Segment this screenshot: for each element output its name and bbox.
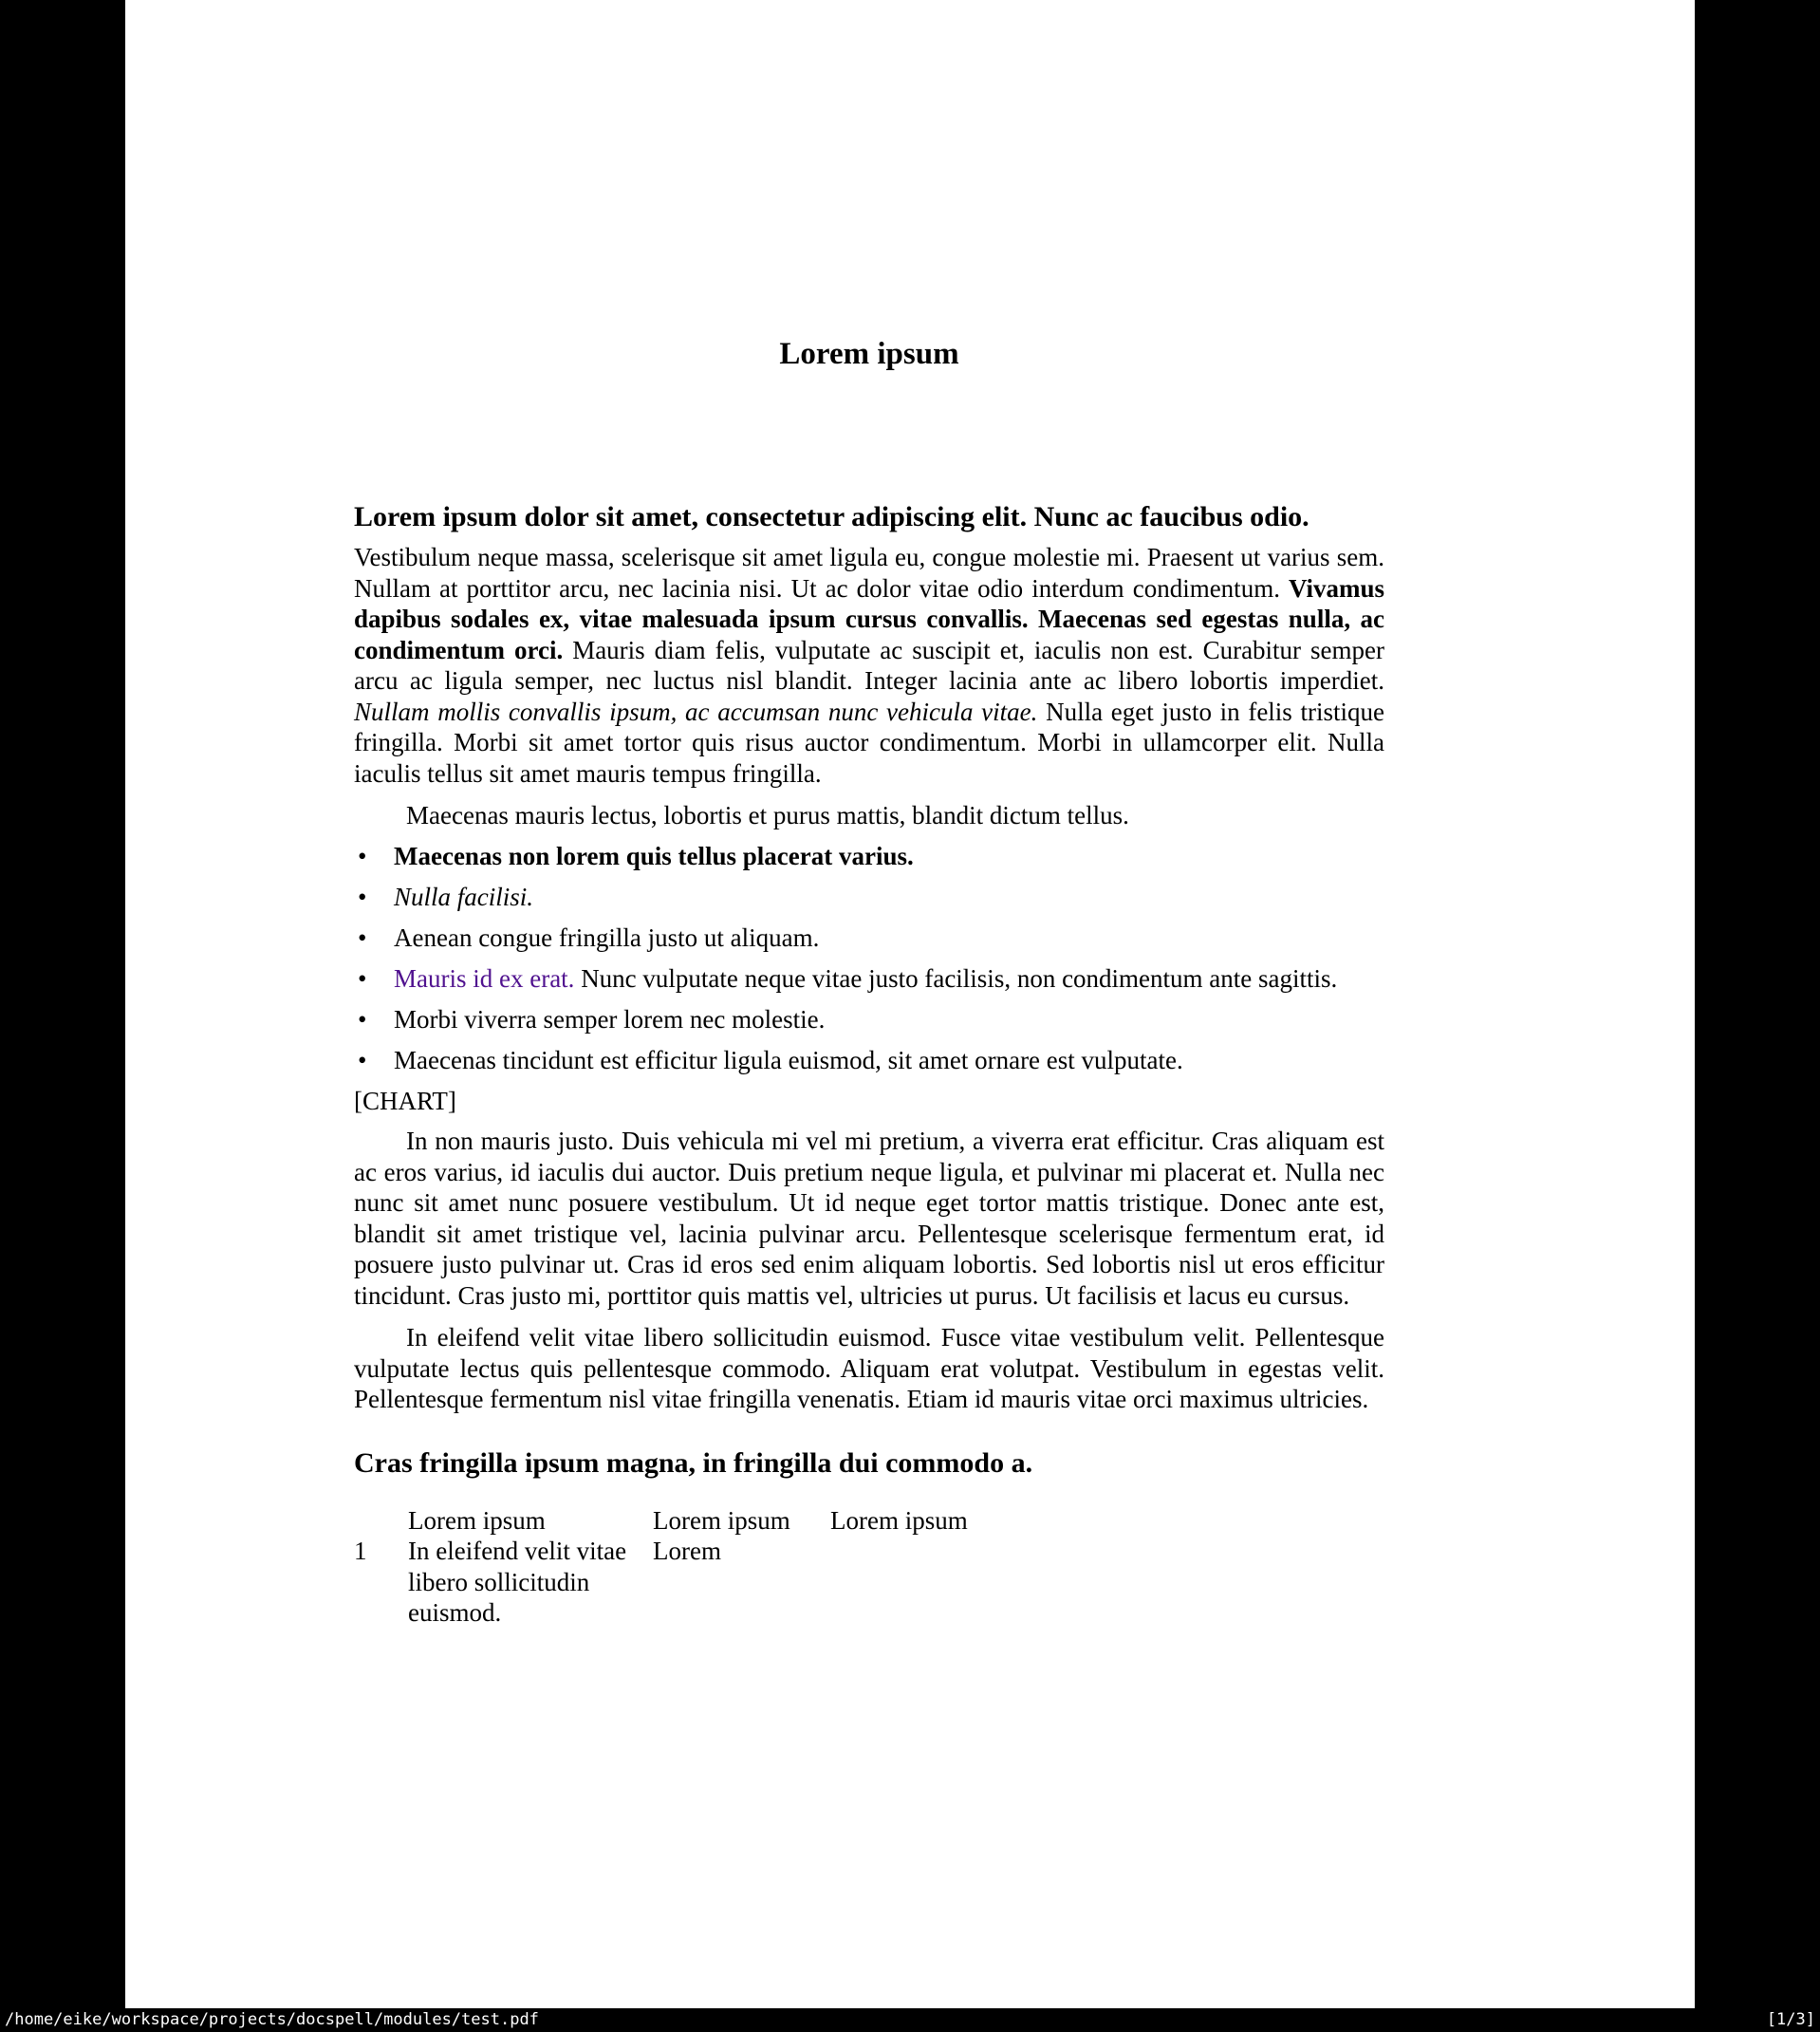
paragraph-1 — [354, 542, 1384, 789]
list-item — [354, 1004, 1384, 1035]
list-item — [354, 882, 1384, 913]
document-content — [354, 0, 1384, 1629]
table-header-cell-empty — [354, 1505, 408, 1537]
table-header-cell: Lorem ipsum — [830, 1505, 968, 1535]
list-item-2-text: Nulla facilisi. — [394, 882, 534, 911]
bullet-icon: • — [358, 923, 367, 952]
paragraph-4: In eleifend velit vitae libero sollicitudin euismod. Fusce vitae vestibulum velit. Pellentesque vulputate lectus quis pellentesque commodo. Aliquam erat volutpat. Vestibulum in egestas velit. Pellentesque fermentum nisl vitae fringilla venenatis. Etiam id mauris vitae orci maximus ultricies. — [354, 1323, 1384, 1413]
list-item — [354, 963, 1384, 995]
bullet-icon: • — [358, 841, 367, 870]
statusbar-file-path: /home/eike/workspace/projects/docspell/modules/test.pdf — [5, 2010, 539, 2029]
list-item — [354, 923, 1384, 954]
table-row — [354, 1536, 1384, 1629]
section-2-heading: Cras fringilla ipsum magna, in fringilla dui commodo a. — [354, 1446, 1033, 1479]
paragraph-2: Maecenas mauris lectus, lobortis et purus mattis, blandit dictum tellus. — [406, 801, 1129, 830]
paragraph-1-run-bold: Vivamus dapibus sodales ex, vitae malesuada ipsum cursus convallis. Maecenas sed egestas nulla, ac condimentum orci. — [354, 573, 1384, 664]
list-item — [354, 1045, 1384, 1076]
paragraph-1-run-italic: Nullam mollis convallis ipsum, ac accumsan nunc vehicula vitae. — [354, 697, 1038, 726]
list-item-5-text: Morbi viverra semper lorem nec molestie. — [394, 1004, 826, 1034]
table-row-number: 1 — [354, 1537, 367, 1565]
table-header-row — [354, 1505, 1384, 1537]
statusbar-page-indicator: [1/3] — [1766, 2010, 1815, 2029]
bullet-icon: • — [358, 963, 367, 993]
bullet-icon: • — [358, 1004, 367, 1034]
paragraph-1-run-normal-a: Vestibulum neque massa, scelerisque sit amet ligula eu, congue molestie mi. Praesent ut varius sem. Nullam at porttitor arcu, nec lacinia nisi. Ut ac dolor vitae odio interdum condimentum. — [354, 543, 1384, 603]
chart-placeholder: [CHART] — [354, 1086, 456, 1115]
table-cell: In eleifend velit vitae libero sollicitudin euismod. — [408, 1537, 627, 1627]
list-item-1-text: Maecenas non lorem quis tellus placerat varius. — [394, 841, 914, 870]
list-item-4-text: Nunc vulputate neque vitae justo facilisis, non condimentum ante sagittis. — [574, 963, 1338, 993]
document-title: Lorem ipsum — [779, 337, 959, 371]
list-item — [354, 841, 1384, 872]
paragraph-1-run-normal-c: Nulla eget justo in felis tristique fringilla. Morbi sit amet tortor quis risus auctor condimentum. Morbi in ullamcorper elit. Nulla iaculis tellus sit amet mauris tempus fringilla. — [354, 697, 1384, 788]
table-cell — [830, 1536, 1384, 1629]
table-header-cell: Lorem ipsum — [653, 1505, 790, 1535]
statusbar — [0, 2008, 1820, 2032]
list-item-3-text: Aenean congue fringilla justo ut aliquam. — [394, 923, 820, 952]
table-cell: Lorem — [653, 1537, 721, 1565]
bullet-icon: • — [358, 1045, 367, 1074]
document-hyperlink[interactable]: Mauris id ex erat. — [394, 963, 575, 993]
table-header-cell: Lorem ipsum — [408, 1505, 546, 1535]
bullet-list — [354, 841, 1384, 1076]
paragraph-1-run-normal-b: Mauris diam felis, vulputate ac suscipit et, iaculis non est. Curabitur semper arcu ac ligula semper, nec luctus nisl blandit. Integer lacinia ante ac libero lobortis imperdiet. — [354, 635, 1384, 695]
bullet-icon: • — [358, 882, 367, 911]
list-item-6-text: Maecenas tincidunt est efficitur ligula euismod, sit amet ornare est vulputate. — [394, 1045, 1183, 1074]
section-1-heading: Lorem ipsum dolor sit amet, consectetur adipiscing elit. Nunc ac faucibus odio. — [354, 501, 1309, 532]
paragraph-3: In non mauris justo. Duis vehicula mi vel mi pretium, a viverra erat efficitur. Cras aliquam est ac eros varius, id iaculis dui auctor. Duis pretium neque ligula, et pulvinar mi placerat et. Nulla nec nunc sit amet nunc posuere vestibulum. Ut id neque eget tortor mattis tristique. Donec ante est, blandit sit amet tristique vel, lacinia pulvinar arcu. Pellentesque scelerisque fermentum erat, id posuere justo pulvinar ut. Cras id eros sed enim aliquam lobortis. Sed lobortis nisl ut eros efficitur tincidunt. Cras justo mi, porttitor quis mattis vel, ultricies ut purus. Ut facilisis et lacus eu cursus. — [354, 1127, 1384, 1310]
pdf-page — [125, 0, 1695, 2008]
document-table — [354, 1505, 1384, 1629]
